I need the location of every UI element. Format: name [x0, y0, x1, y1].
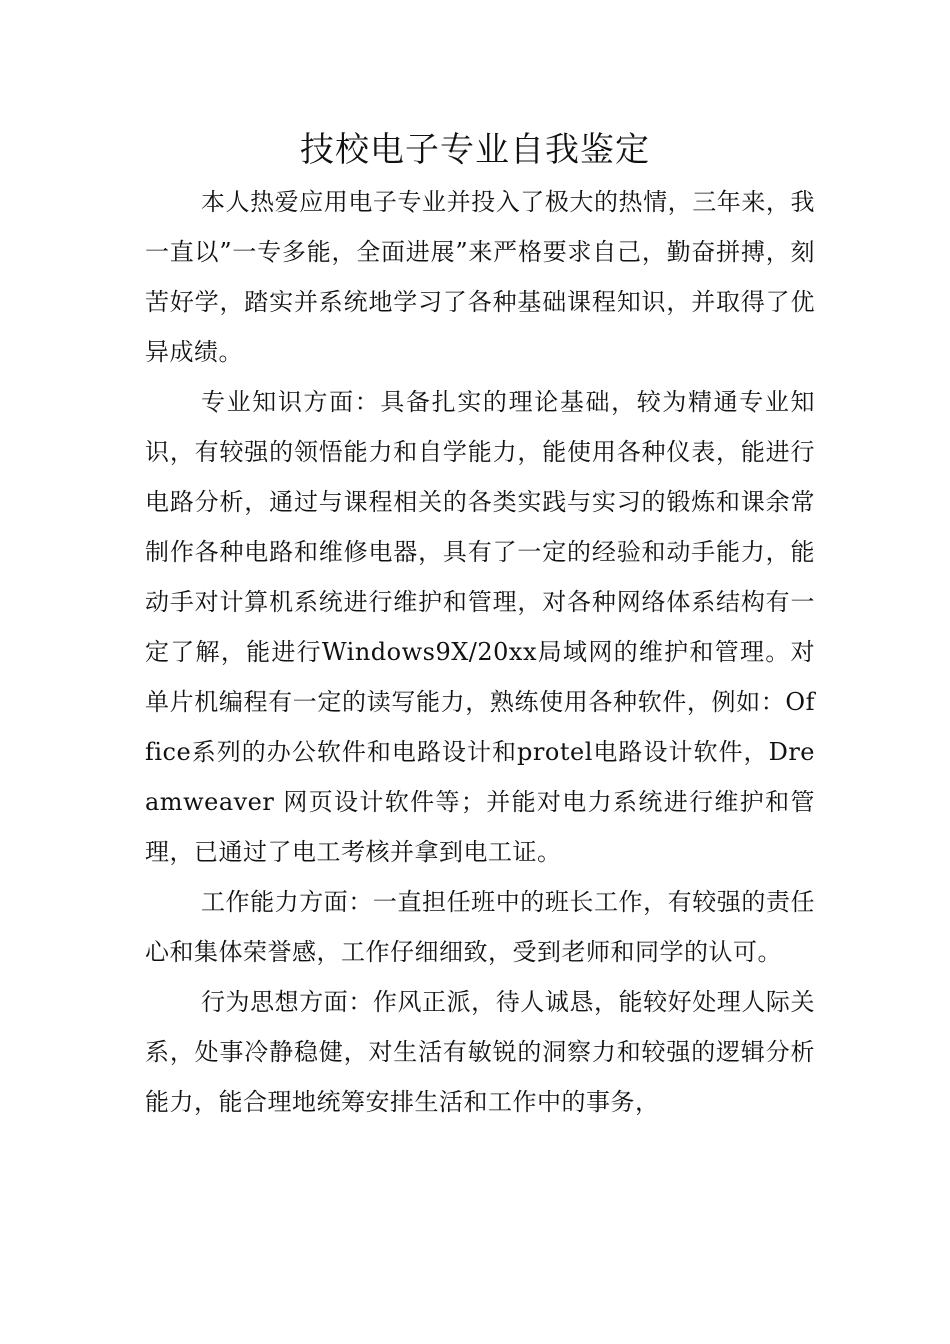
paragraph-professional-knowledge: 专业知识方面：具备扎实的理论基础，较为精通专业知识，有较强的领悟能力和自学能力，能使用各种仪表，能进行电路分析，通过与课程相关的各类实践与实习的锻炼和课余常制作各种电路和维修电器，具有了一定的经验和动手能力，能动手对计算机系统进行维护和管理，对各种网络体系结构有一定了解，能进行Windows9X/20xx局域网的维护和管理。对单片机编程有一定的读写能力，熟练使用各种软件，例如：Office系列的办公软件和电路设计和protel电路设计软件，Dreamweaver 网页设计软件等；并能对电力系统进行维护和管理，已通过了电工考核并拿到电工证。: [145, 388, 815, 866]
document-body: [145, 177, 815, 1127]
paragraph-intro: 本人热爱应用电子专业并投入了极大的热情，三年来，我一直以”一专多能，全面进展”来严格要求自己，勤奋拼搏，刻苦好学，踏实并系统地学习了各种基础课程知识，并取得了优异成绩。: [145, 188, 815, 366]
paragraph-work-ability: 工作能力方面：一直担任班中的班长工作，有较强的责任心和集体荣誉感，工作仔细细致，受到老师和同学的认可。: [145, 888, 815, 966]
document-title: 技校电子专业自我鉴定: [300, 130, 650, 170]
paragraph-conduct: 行为思想方面：作风正派，待人诚恳，能较好处理人际关系，处事冷静稳健，对生活有敏锐的洞察力和较强的逻辑分析能力，能合理地统筹安排生活和工作中的事务，: [145, 988, 815, 1116]
